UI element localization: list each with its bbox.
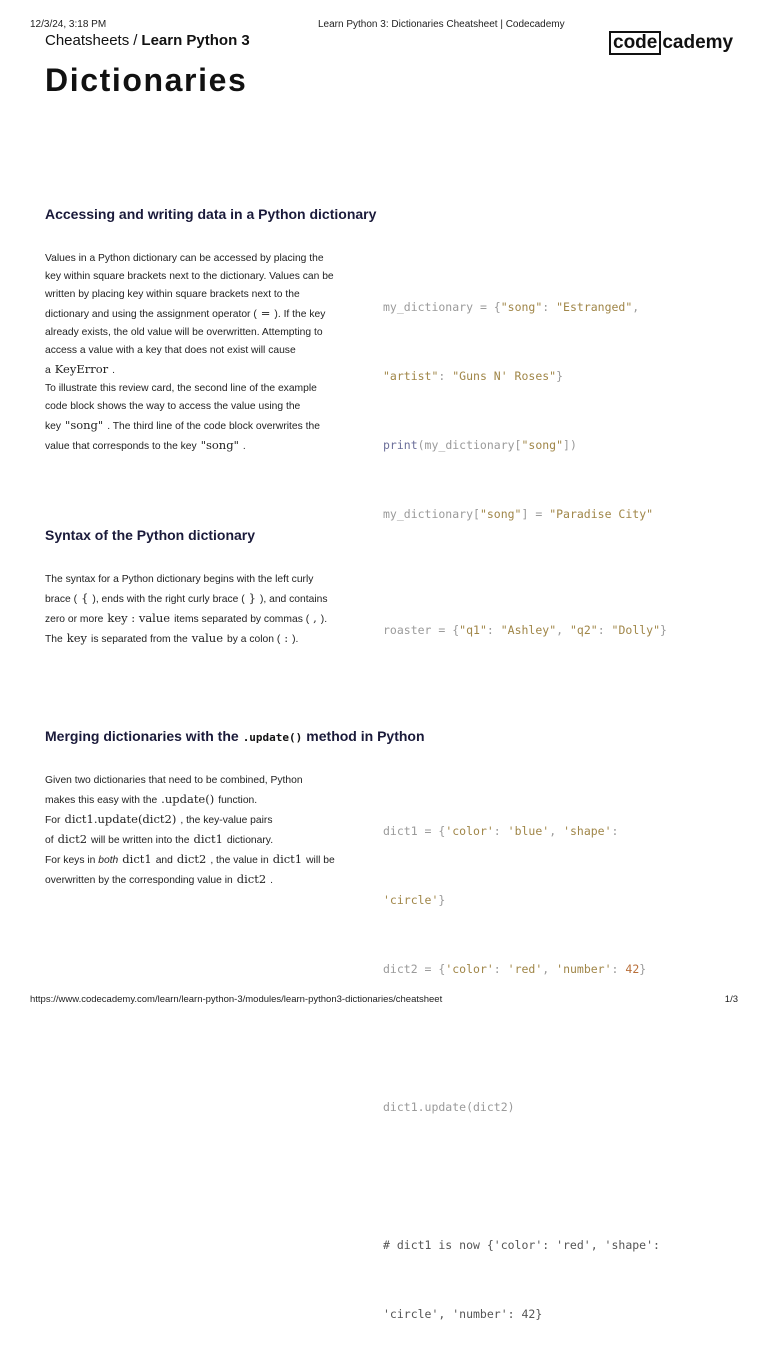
code-line: dict1 = {'color': 'blue', 'shape': — [383, 824, 619, 838]
code-blank-line — [383, 1165, 743, 1188]
inline-code-dict2: dict2 — [176, 852, 207, 866]
breadcrumb-current[interactable]: Learn Python 3 — [141, 32, 250, 49]
print-page-title: Learn Python 3: Dictionaries Cheatsheet | Codecademy — [318, 19, 565, 30]
code-line: my_dictionary["song"] = "Paradise City" — [383, 507, 654, 521]
code-block-merging[interactable] — [383, 774, 743, 1349]
section-description-syntax — [45, 571, 335, 649]
breadcrumb — [45, 32, 250, 49]
logo-code-box: code — [609, 31, 661, 55]
inline-code-right-brace: } — [248, 591, 256, 605]
inline-code-colon: : — [284, 631, 289, 645]
inline-code-update-call: dict1.update(dict2) — [64, 812, 177, 826]
code-block-accessing[interactable] — [383, 250, 743, 549]
footer-page-number: 1/3 — [724, 994, 738, 1005]
inline-code-dict2: dict2 — [236, 872, 267, 886]
section-title-merging: Merging dictionaries with the .update() method in Python — [45, 728, 425, 744]
code-comment-line: # dict1 is now {'color': 'red', 'shape': — [383, 1238, 660, 1252]
desc-paragraph: For dict1.update(dict2) , the key-value pairs of dict2 will be written into the dict1 dictionary. — [45, 812, 274, 846]
code-line: roaster = {"q1": "Ashley", "q2": "Dolly"} — [383, 623, 667, 637]
desc-paragraph: To illustrate this review card, the second line of the example code block shows the way to access the value using the key "song" . The third line of the code block overwrites the value that corresponds to the key "song" . — [45, 383, 320, 452]
inline-code-key: key — [66, 631, 88, 645]
code-line: dict1.update(dict2) — [383, 1100, 515, 1114]
codecademy-logo[interactable] — [609, 31, 733, 55]
footer-url: https://www.codecademy.com/learn/learn-python-3/modules/learn-python3-dictionaries/cheatsheet — [30, 994, 443, 1005]
code-comment-line: 'circle', 'number': 42} — [383, 1307, 543, 1321]
code-line: "artist": "Guns N' Roses"} — [383, 369, 564, 383]
desc-paragraph: The syntax for a Python dictionary begins with the left curly brace ( { ), ends with the right curly brace ( } ), and contains zero or more key : value items separated by commas ( , ). The key is separated from the value by a colon ( : ). — [45, 574, 328, 645]
desc-paragraph: Given two dictionaries that need to be combined, Python makes this easy with the .update() function. — [45, 775, 303, 806]
inline-code-left-brace: { — [81, 591, 89, 605]
code-line: dict2 = {'color': 'red', 'number': 42} — [383, 962, 647, 976]
code-line: 'circle'} — [383, 893, 446, 907]
inline-code-assignment: = — [260, 306, 271, 320]
breadcrumb-separator: / — [133, 32, 138, 49]
inline-code-comma: , — [313, 611, 317, 625]
print-date: 12/3/24, 3:18 PM — [30, 19, 107, 30]
section-description-merging — [45, 772, 335, 890]
section-description-accessing — [45, 250, 335, 456]
code-line: print(my_dictionary["song"]) — [383, 438, 577, 452]
inline-code-dict1: dict1 — [193, 832, 223, 846]
inline-code-key-value: key : value — [107, 611, 171, 625]
title-inline-code-update: .update() — [242, 731, 303, 744]
code-block-syntax[interactable] — [383, 573, 743, 665]
page-title: Dictionaries — [45, 62, 248, 98]
inline-code-dict1: dict1 — [122, 852, 152, 866]
inline-code-update: .update() — [161, 792, 215, 806]
inline-code-song-key: "song" — [200, 438, 239, 452]
logo-cademy-text: cademy — [662, 32, 734, 53]
desc-paragraph: For keys in both dict1 and dict2 , the value in dict1 will be overwritten by the corresponding value in dict2 . — [45, 852, 335, 886]
inline-code-keyerror: KeyError — [54, 362, 109, 376]
inline-code-dict1: dict1 — [272, 852, 303, 866]
emphasis-both: both — [98, 855, 119, 866]
breadcrumb-cheatsheets-link[interactable]: Cheatsheets — [45, 32, 130, 49]
section-title-syntax: Syntax of the Python dictionary — [45, 527, 256, 543]
inline-code-dict2: dict2 — [57, 832, 88, 846]
inline-code-value: value — [191, 631, 224, 645]
inline-code-song-key: "song" — [65, 418, 104, 432]
code-blank-line — [383, 1027, 743, 1050]
desc-paragraph: Values in a Python dictionary can be accessed by placing the key within square brackets next to the dictionary. Values can be written by placing key within square brackets next to the dictionary and using the assignment operator ( = ). If the key already exists, the old value will be overwritten. Attempting to access a value with a key that does not exist will cause a KeyError . — [45, 253, 334, 376]
code-line: my_dictionary = {"song": "Estranged", — [383, 300, 640, 314]
section-title-accessing: Accessing and writing data in a Python dictionary — [45, 206, 377, 222]
